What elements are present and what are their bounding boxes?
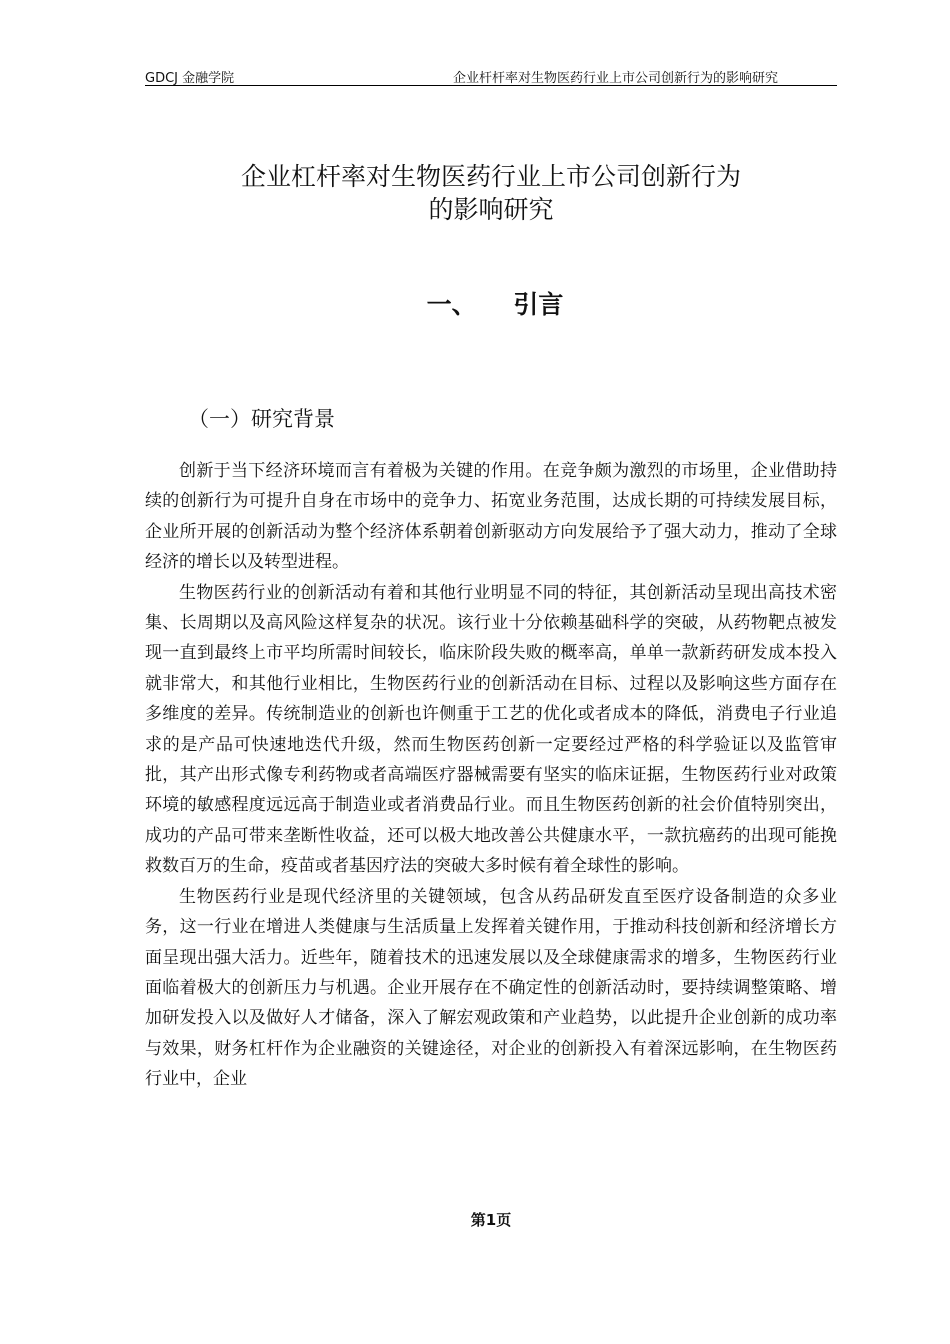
paper-title bbox=[145, 160, 837, 226]
paper-title-line-1: 企业杠杆率对生物医药行业上市公司创新行为 bbox=[240, 162, 741, 191]
running-header-left: GDCJ 金融学院 bbox=[145, 71, 235, 86]
paper-title-line-2: 的影响研究 bbox=[428, 195, 554, 224]
section-title: 引言 bbox=[513, 290, 564, 319]
paragraph-2: 生物医药行业的创新活动有着和其他行业明显不同的特征，其创新活动呈现出高技术密集、长周期以及高风险这样复杂的状况。该行业十分依赖基础科学的突破，从药物靶点被发现一直到最终上市平均所需时间较长，临床阶段失败的概率高，单单一款新药研发成本投入就非常大，和其他行业相比，生物医药行业的创新活动在目标、过程以及影响这些方面存在多维度的差异。传统制造业的创新也许侧重于工艺的优化或者成本的降低，消费电子行业追求的是产品可快速地迭代升级，然而生物医药创新一定要经过严格的科学验证以及监管审批，其产出形式像专利药物或者高端医疗器械需要有坚实的临床证据，生物医药行业对政策环境的敏感程度远远高于制造业或者消费品行业。而且生物医药创新的社会价值特别突出，成功的产品可带来垄断性收益，还可以极大地改善公共健康水平，一款抗癌药的出现可能挽救数百万的生命，疫苗或者基因疗法的突破大多时候有着全球性的影响。 bbox=[145, 582, 837, 877]
paragraph-3: 生物医药行业是现代经济里的关键领域，包含从药品研发直至医疗设备制造的众多业务，这一行业在增进人类健康与生活质量上发挥着关键作用，于推动科技创新和经济增长方面呈现出强大活力。近些年，随着技术的迅速发展以及全球健康需求的增多，生物医药行业面临着极大的创新压力与机遇。企业开展存在不确定性的创新活动时，要持续调整策略、增加研发投入以及做好人才储备，深入了解宏观政策和产业趋势，以此提升企业创新的成功率与效果，财务杠杆作为企业融资的关键途径，对企业的创新投入有着深远影响，在生物医药行业中，企业 bbox=[145, 886, 837, 1090]
header-divider bbox=[145, 85, 837, 86]
running-header-right: 企业杆杆率对生物医药行业上市公司创新行为的影响研究 bbox=[452, 71, 778, 86]
paragraph-1: 创新于当下经济环境而言有着极为关键的作用。在竞争颇为激烈的市场里，企业借助持续的创新行为可提升自身在市场中的竞争力、拓宽业务范围，达成长期的可持续发展目标，企业所开展的创新活动为整个经济体系朝着创新驱动方向发展给予了强大动力，推动了全球经济的增长以及转型进程。 bbox=[145, 461, 837, 573]
page-number: 第1页 bbox=[470, 1211, 512, 1229]
subsection-heading: （一）研究背景 bbox=[188, 407, 335, 431]
section-number: 一、 bbox=[426, 290, 477, 319]
body-text bbox=[145, 456, 837, 1095]
section-heading bbox=[145, 285, 837, 321]
